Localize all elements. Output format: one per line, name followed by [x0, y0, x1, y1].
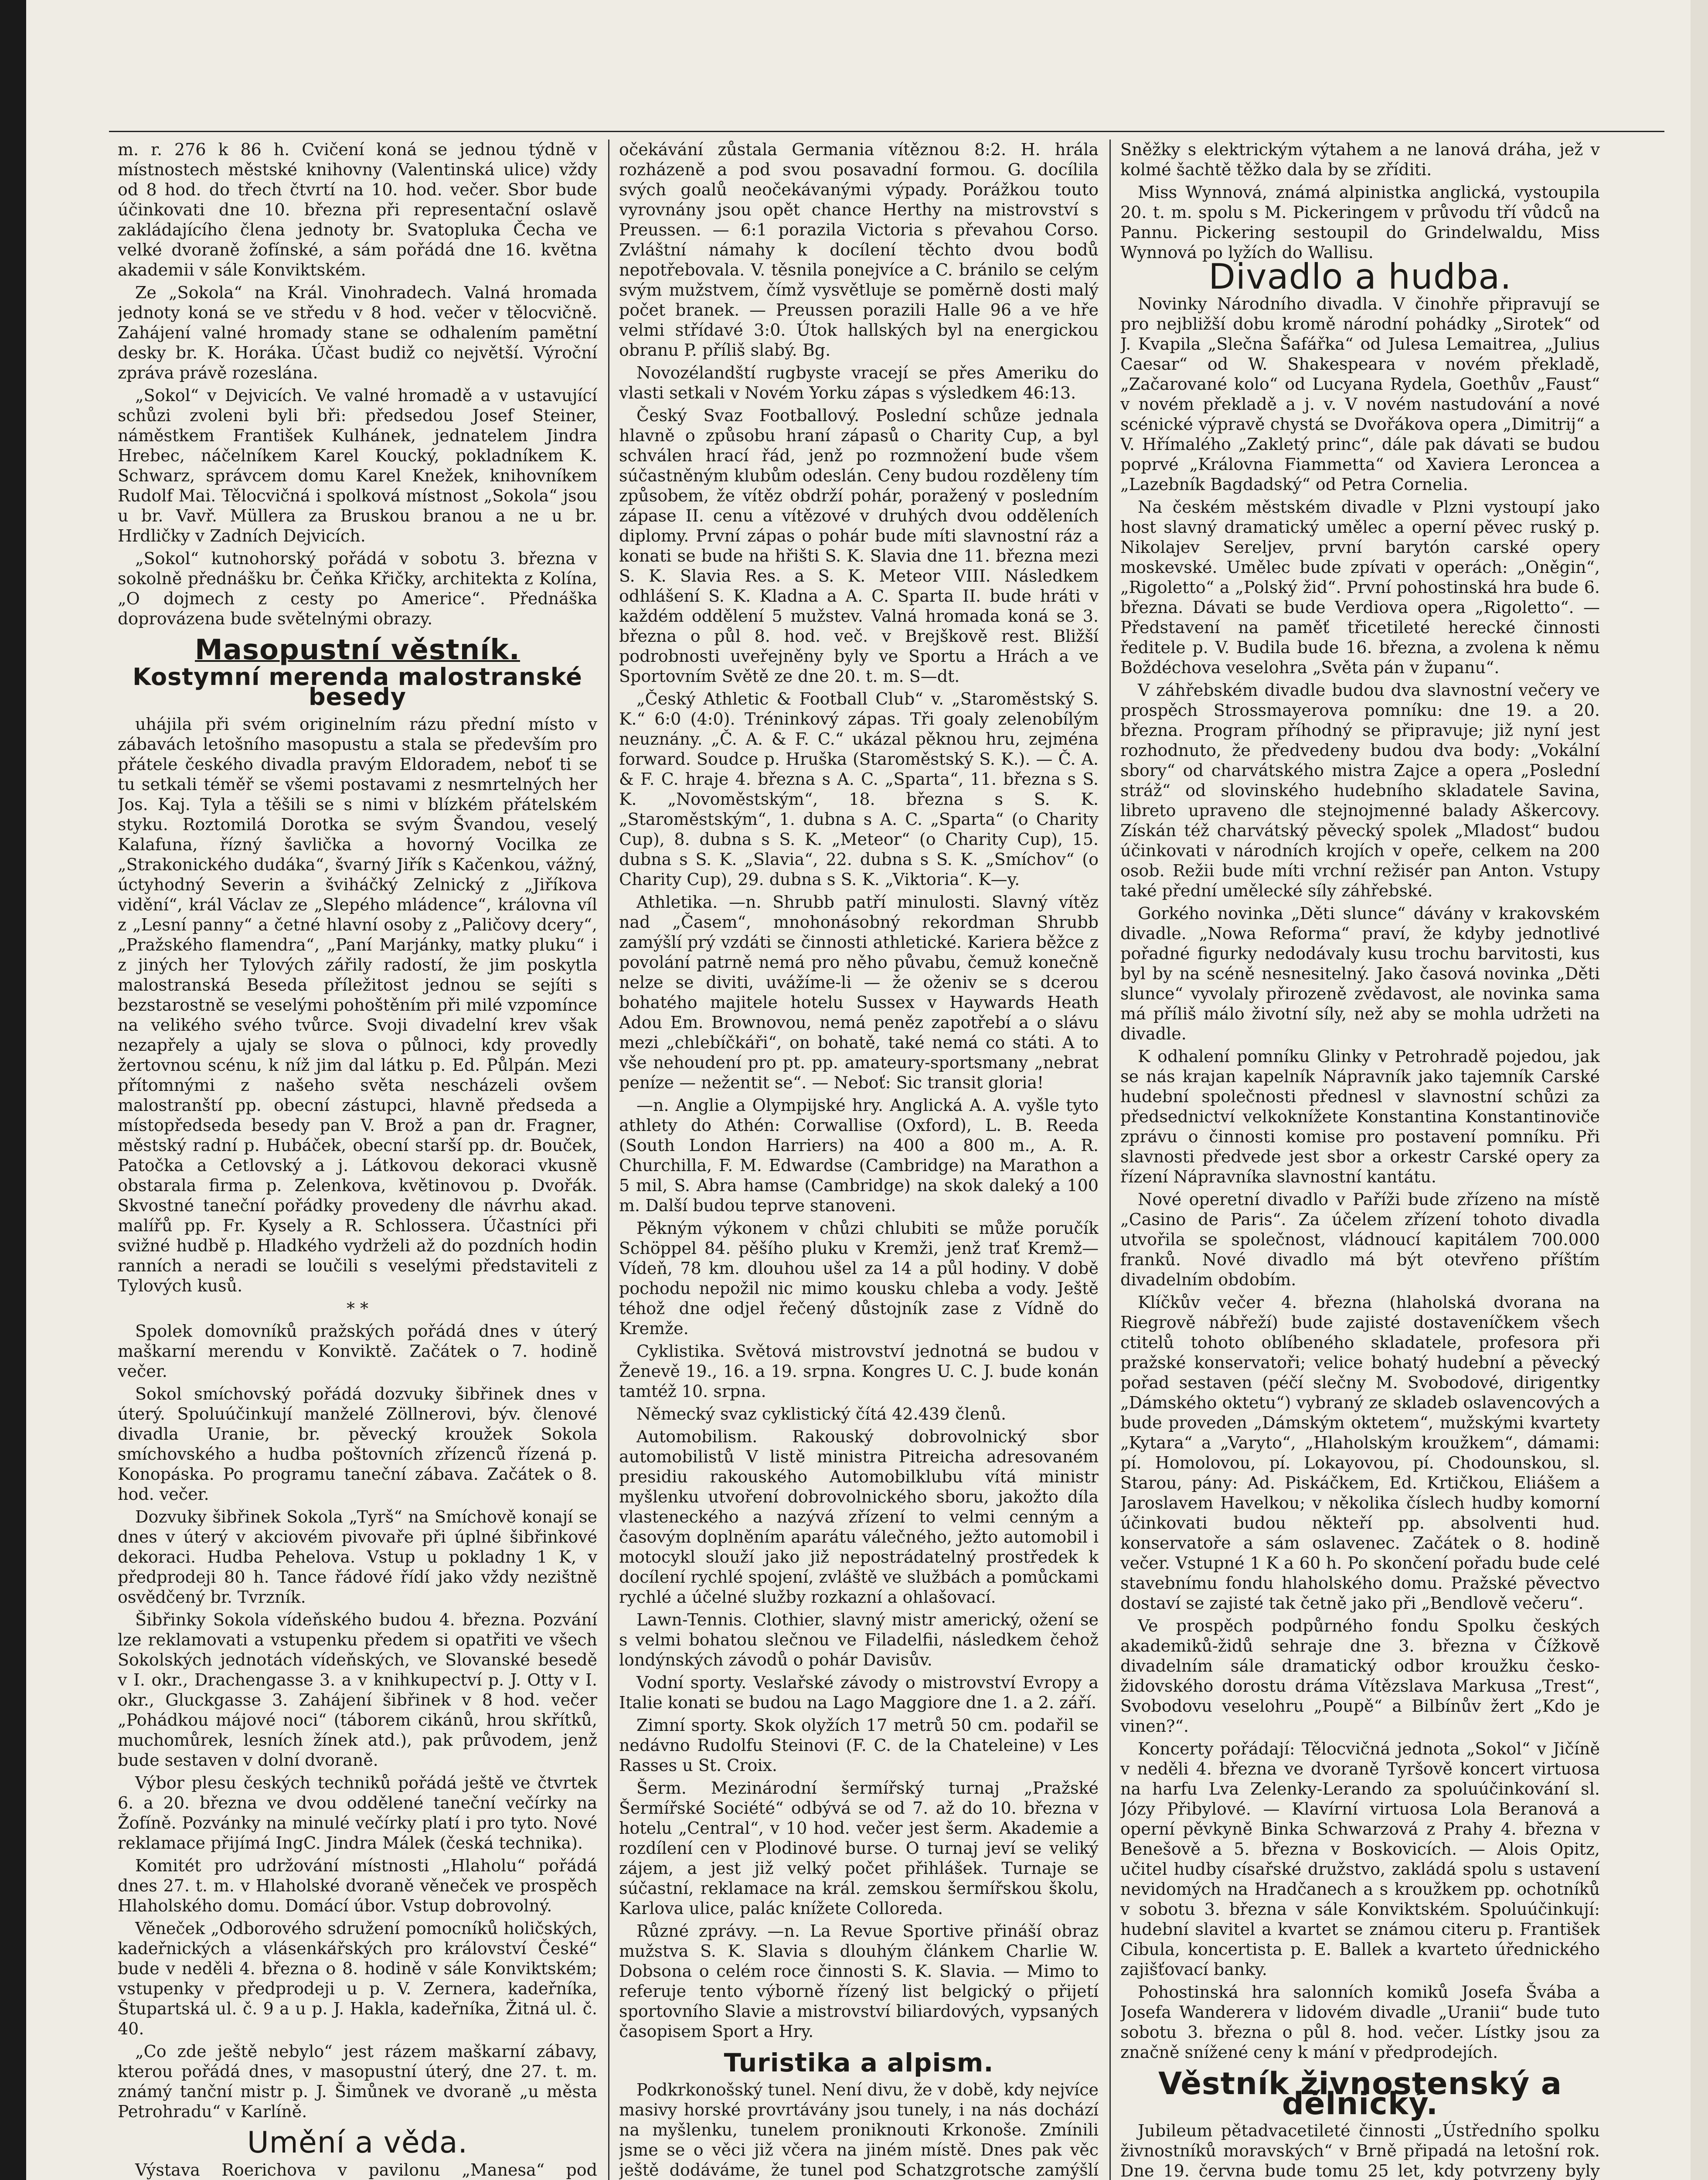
article-paragraph: „Sokol“ kutnohorský pořádá v sobotu 3. března v sokolně přednášku br. Čeňka Křičky, architekta z Kolína, „O dojmech z cesty po Americe“. Přednáška doprovázena bude světelnými obrazy.	[118, 549, 597, 628]
column-divider	[1109, 140, 1111, 2180]
article-paragraph: Vodní sporty. Veslařské závody o mistrovství Evropy a Italie konati se budou na Lago Maggiore dne 1. a 2. září.	[619, 1673, 1099, 1712]
article-paragraph: Ze „Sokola“ na Král. Vinohradech. Valná hromada jednoty koná se ve středu v 8 hod. večer v tělocvičně. Zahájení valné hromady stane se odhalením pamětní desky br. K. Horáka. Účast budiž co největší. Výroční zpráva právě rozeslána.	[118, 283, 597, 382]
article-paragraph: „Co zde ještě nebylo“ jest rázem maškarní zábavy, kterou pořádá dnes, v masopustní úterý, dne 27. t. m. známý tanční mistr p. J. Šimůnek ve dvoraně „u města Petrohradu“ v Karlíně.	[118, 2042, 597, 2121]
article-paragraph: Ve prospěch podpůrného fondu Spolku českých akademiků-židů sehraje dne 3. března v Čížkově divadelním sále dramatický odbor kroužku česko-židovského dorostu dráma Vítězslava Markusa „Trest“, Svobodovu veselohru „Poupě“ a Bilbínův žert „Kdo je vinen?“.	[1120, 1616, 1600, 1736]
article-paragraph: Zimní sporty. Skok olyžích 17 metrů 50 cm. podařil se nedávno Rudolfu Steinovi (F. C. de la Chateleine) v Les Rasses u St. Croix.	[619, 1716, 1099, 1775]
column-divider	[608, 140, 609, 2180]
article-paragraph: „Sokol“ v Dejvicích. Ve valné hromadě a v ustavující schůzi zvoleni byli bři: předsedou Josef Steiner, náměstkem František Kulhánek, jednatelem Jindra Hrebec, náčelníkem Karel Koucký, pokladníkem K. Schwarz, správcem domu Karel Knežek, knihovníkem Rudolf Mai. Tělocvičná i spolková místnost „Sokola“ jsou u br. Vavř. Müllera za Bruskou branou a ne u br. Hrdličky v Zadních Dejvicích.	[118, 386, 597, 545]
article-paragraph: Koncerty pořádají: Tělocvičná jednota „Sokol“ v Jičíně v neděli 4. března ve dvoraně Tyršově koncert virtuosa na harfu Lva Zelenky-Lerando za spoluúčinkování sl. Józy Přibylové. — Klavírní virtuosa Lola Beranová a operní pěvkyně Binka Schwarzová z Prahy 4. března v Benešově a 5. března v Boskovicích. — Alois Opitz, učitel hudby císařské družstvo, zakládá spolu s ustavení nevidomých na Hradčanech a s kroužkem pp. ochotníků v sobotu 3. března v sále Konviktském. Spoluúčinkují: hudební slavitel a kvartet se známou citeru p. František Cibula, koncertista p. E. Ballek a kvarteto úřednického zajišťovací banky.	[1120, 1739, 1600, 1979]
article-paragraph: Sněžky s elektrickým výtahem a ne lanová dráha, jež v kolmé šachtě těžko dala by se zříditi.	[1120, 140, 1600, 179]
article-paragraph: Lawn-Tennis. Clothier, slavný mistr americký, ožení se s velmi bohatou slečnou ve Filadelfii, následkem čehož londýnských závodů o pohár Davisův.	[619, 1610, 1099, 1669]
section-heading: Umění a věda.	[247, 2126, 468, 2160]
article-paragraph: Komitét pro udržování místnosti „Hlaholu“ pořádá dnes 27. t. m. v Hlaholské dvoraně věneček ve prospěch Hlaholského domu. Domácí úbor. Vstup dobrovolný.	[118, 1856, 597, 1915]
article-paragraph: Věneček „Odborového sdružení pomocníků holičských, kadeřnických a vlásenkářských pro království České“ bude v neděli 4. března o 8. hodině v sále Konviktském; vstupenky v předprodeji u p. V. Zernera, kadeřníka, Štupartská ul. č. 9 a u p. J. Hakla, kadeřníka, Žitná ul. č. 40.	[118, 1919, 597, 2038]
article-paragraph: Výbor plesu českých techniků pořádá ještě ve čtvrtek 6. a 20. března ve dvou oddělené taneční večírky na Žofíně. Pozvánky na minulé večírky platí i pro tyto. Nové reklamace přijímá IngC. Jindra Málek (česká technika).	[118, 1773, 597, 1853]
article-paragraph: Sokol smíchovský pořádá dozvuky šibřinek dnes v úterý. Spoluúčinkují manželé Zöllnerovi, býv. členové divadla Uranie, br. pěvecký kroužek Sokola smíchovského a hudba poštovních zřízenců řízená p. Konopáska. Po programu taneční zábava. Začátek o 8. hod. večer.	[118, 1384, 597, 1504]
article-paragraph: V záhřebském divadle budou dva slavnostní večery ve prospěch Strossmayerova pomníku: dne 19. a 20. března. Program příhodný se připravuje; již nyní jest rozhodnuto, že předvedeny budou dva body: „Vokální sbory“ od charvátského mistra Zajce a opera „Poslední stráž“ od slovinského hudebního skladatele Savina, libreto upraveno dle stejnojmenné balady Aškercovy. Získán též charvátský pěvecký spolek „Mladost“ budou účinkovati v národních krojích v opeře, celkem na 200 osob. Režii bude míti vrchní režisér pan Anton. Vstupy také přední umělecké síly záhřebské.	[1120, 681, 1600, 900]
article-paragraph: Klíčkův večer 4. března (hlaholská dvorana na Riegrově nábřeží) bude zajisté dostaveníčkem všech ctitelů tohoto oblíbeného skladatele, profesora při pražské konservatoři; velice bohatý hudební a pěvecký pořad sestaven (péčí slečny M. Svobodové, dirigentky „Dámského oktetu“) vybraný ze skladeb oslavencových a bude proveden „Dámským oktetem“, mužskými kvartety „Kytara“ a „Varyto“, „Hlaholským kroužkem“, dámami: pí. Homolovou, pí. Lokayovou, pí. Chodounskou, sl. Starou, pány: Ad. Piskáčkem, Ed. Krtičkou, Eliášem a Jaroslavem Havelkou; v několika číslech hudby komorní účinkovati budou někteří pp. absolventi hud. konservatoře a sám oslavenec. Začátek o 8. hodině večer. Vstupné 1 K a 60 h. Po skončení pořadu bude celé stavebnímu fondu hlaholského domu. Pražské pěvectvo dostaví se zajisté tak četně jako při „Bendlově večeru“.	[1120, 1293, 1600, 1613]
section-heading: Turistika a alpism.	[724, 2048, 994, 2078]
article-paragraph: Miss Wynnová, známá alpinistka anglická, vystoupila 20. t. m. spolu s M. Pickeringem v průvodu tří vůdců na Pannu. Pickering sestoupil do Grindelwaldu, Miss Wynnová po lyžích do Wallisu.	[1120, 183, 1600, 262]
article-paragraph: očekávání zůstala Germania vítěznou 8:2. H. hrála rozházeně a pod svou posavadní formou. G. docílila svých goalů neočekávanými výpady. Porážkou touto vyrovnány jsou opět chance Herthy na mistrovství s Preussen. — 6:1 porazila Victoria s převahou Corso. Zvláštní námahy k docílení těchto dvou bodů nepotřebovala. V. těsnila ponejvíce a C. bránilo se celým svým mužstvem, čímž vysvětluje se poměrně dosti malý počet branek. — Preussen porazili Halle 96 a ve hře velmi střídavé 3:0. Útok hallských byl na energickou obranu P. příliš slabý. Bg.	[619, 140, 1099, 360]
section-heading: Divadlo a hudba.	[1208, 256, 1512, 297]
article-paragraph: Německý svaz cyklistický čítá 42.439 členů.	[636, 1404, 1007, 1424]
article-paragraph: Nové operetní divadlo v Paříži bude zřízeno na místě „Casino de Paris“. Za účelem zřízení tohoto divadla utvořila se společnost, vládnoucí kapitálem 700.000 franků. Nové divadlo má být otevřeno příštím divadelním obdobím.	[1120, 1190, 1600, 1289]
article-paragraph: Jubileum pětadvacetileté činnosti „Ústředního spolku živnostníků moravských“ v Brně připadá na letošní rok. Dne 19. června bude tomu 25 let, kdy potvrzeny byly	[1120, 2121, 1600, 2180]
article-paragraph: Šerm. Mezinárodní šermířský turnaj „Pražské Šermířské Société“ odbývá se od 7. až do 10. března v hotelu „Central“, v 10 hod. večer jest šerm. Akademie a rozdílení cen v Plodinové burse. O turnaj jeví se veliký zájem, a jest již velký počet přihlášek. Turnaje se súčastní, reklamace na král. zemskou šermířskou školu, Karlova ulice, palác knížete Colloreda.	[619, 1778, 1099, 1918]
separator-stars: * *	[346, 1299, 369, 1318]
article-paragraph: Různé zprávy. —n. La Revue Sportive přináší obraz mužstva S. K. Slavia s dlouhým článkem Charlie W. Dobsona o celém roce činnosti S. K. Slavia. — Mimo to referuje tento výborně řízený list belgický o přijetí sportovního Slavie a mistrovství biliardových, vypsaných časopisem Sport a Hry.	[619, 1921, 1099, 2041]
top-rule	[109, 131, 1664, 132]
column-1	[118, 140, 597, 2180]
article-paragraph: Spolek domovníků pražských pořádá dnes v úterý maškarní merendu v Konviktě. Začátek o 7. hodině večer.	[118, 1322, 597, 1381]
article-paragraph: Athletika. —n. Shrubb patří minulosti. Slavný vítěz nad „Časem“, mnohonásobný rekordman Shrubb zamýšlí prý vzdáti se činnosti athletické. Kariera běžce z povolání patrně nemá pro něho půvabu, čemuž konečně nelze se diviti, uvážíme-li — že oženiv se s dcerou bohatého majitele hotelu Sussex v Haywards Heath Adou Em. Brownovou, nemá peněz zapotřebí a o slávu mezi „chlebíčkáři“, on bohatě, také nemá co státi. A to vše nehoudení pro pt. pp. amateury-sportsmany „nebrat peníze — nežentit se“. — Neboť: Sic transit gloria!	[619, 892, 1099, 1092]
article-paragraph: Na českém městském divadle v Plzni vystoupí jako host slavný dramatický umělec a operní pěvec ruský p. Nikolajev Sereljev, první barytón carské opery moskevské. Umělec bude zpívati v operách: „Oněgin“, „Rigoletto“ a „Polský žid“. První pohostinská hra bude 6. března. Dávati se bude Verdiova opera „Rigoletto“. — Představení na paměť třicetileté herecké činnosti ředitele p. V. Budila bude 16. března, a zvolena k němu Boždéchova veselohra „Světa pán v županu“.	[1120, 497, 1600, 677]
article-paragraph: Automobilism. Rakouský dobrovolnický sbor automobilistů V listě ministra Pitreicha adresovaném presidiu rakouského Automobilklubu vítá ministr myšlenku utvoření dobrovolnického sboru, jakožto díla vlasteneckého a nazývá zřízení to velmi cenným a časovým doplněním aparátu válečného, ježto automobil i motocykl slouží jako již nepostrádatelný prostředek k docílení rychlé spojení, zvláště ve službách a pomůckami rychlé a účelné služby rozkazní a ohlašovací.	[619, 1427, 1099, 1607]
scan-edge-left	[0, 0, 26, 2180]
article-paragraph: Gorkého novinka „Děti slunce“ dávány v krakovském divadle. „Nowa Reforma“ praví, že kdyby jednotlivé pořadné figurky nedodávaly kusu trochu barvitosti, kus byl by na scéně nesnesitelný. Jako časová novinka „Děti slunce“ vyvolaly přirozeně zvědavost, ale novinka sama má příliš málo životní síly, než aby se mohla udržeti na divadle.	[1120, 904, 1600, 1043]
section-heading: Kostymní merenda malostranské besedy	[133, 663, 582, 711]
article-paragraph: Dozvuky šibřinek Sokola „Tyrš“ na Smíchově konají se dnes v úterý v akciovém pivovaře při úplné šibřinkové dekoraci. Hudba Pehelova. Vstup u pokladny 1 K, v předprodeji 80 h. Tance řádové řídí jako vždy nezištně osvědčený br. Tvrzník.	[118, 1507, 597, 1607]
article-paragraph: —n. Anglie a Olympijské hry. Anglická A. A. vyšle tyto athlety do Athén: Corwallise (Oxford), L. B. Reeda (South London Harriers) na 400 a 800 m., A. R. Churchilla, F. M. Edwardse (Cambridge) na Marathon a 5 mil, S. Abra hamse (Cambridge) na skok daleký a 100 m. Další budou teprve stanoveni.	[619, 1096, 1099, 1215]
article-paragraph: Výstava Roerichova v pavilonu „Manesa“ pod	[135, 2160, 597, 2180]
article-paragraph: Cyklistika. Světová mistrovství jednotná se budou v Ženevě 19., 16. a 19. srpna. Kongres U. C. J. bude konán tamtéž 10. srpna.	[619, 1342, 1099, 1401]
column-2	[619, 140, 1099, 2180]
article-paragraph: Novozélandští rugbyste vracejí se přes Ameriku do vlasti setkali v Novém Yorku zápas s výsledkem 46:13.	[619, 363, 1099, 402]
scan-edge-right	[1691, 0, 1708, 2180]
section-heading: Masopustní věstník.	[195, 634, 520, 666]
article-paragraph: „Český Athletic & Football Club“ v. „Staroměstský S. K.“ 6:0 (4:0). Tréninkový zápas. Tři goaly zelenobílým neuznány. „Č. A. & F. C.“ ukázal pěknou hru, zejména forward. Soudce p. Hruška (Staroměstský S. K.). — Č. A. & F. C. hraje 4. března s A. C. „Sparta“, 11. března s S. K. „Novoměstským“, 18. března s S. K. „Staroměstským“, 1. dubna s A. C. „Sparta“ (o Charity Cup), 8. dubna s S. K. „Meteor“ (o Charity Cup), 15. dubna s S. K. „Slavia“, 22. dubna s S. K. „Smíchov“ (o Charity Cup), 29. dubna s S. K. „Viktoria“. K—y.	[619, 689, 1099, 889]
article-paragraph: Šibřinky Sokola vídeňského budou 4. března. Pozvání lze reklamovati a vstupenku předem si opatřiti ve všech Sokolských jednotách vídeňských, ve Slovanské besedě v I. okr., Drachengasse 3. a v knihkupectví p. J. Otty v I. okr., Gluckgasse 3. Zahájení šibřinek v 8 hod. večer „Pohádkou májové noci“ (táborem cikánů, hrou skřítků, muchomůrek, lesních žínek atd.), pak průvodem, jenž bude sestaven v dolní dvoraně.	[118, 1610, 597, 1770]
column-3	[1120, 140, 1600, 2180]
article-paragraph: Pěkným výkonem v chůzi chlubiti se může poručík Schöppel 84. pěšího pluku v Kremži, jenž trať Kremž—Vídeň, 78 km. dlouhou ušel za 14 a půl hodiny. V době pochodu nepožil nic mimo kousku chleba a vody. Ještě téhož dne odjel řečený důstojník zase z Vídně do Kremže.	[619, 1219, 1099, 1338]
article-paragraph: K odhalení pomníku Glinky v Petrohradě pojedou, jak se nás krajan kapelník Nápravník jako tajemník Carské hudební společnosti přednesl v slavnostní schůzi za předsednictví velkoknížete Konstantina Konstantinoviče zprávu o činnosti komise pro postavení pomníku. Při slavnosti předvede jest sbor a orkestr Carské opery za řízení Nápravníka slavnostní kantátu.	[1120, 1047, 1600, 1186]
article-paragraph: Český Svaz Footballový. Poslední schůze jednala hlavně o způsobu hraní zápasů o Charity Cup, a byl schválen hrací řád, jenž po rozmnožení bude všem súčastněným klubům odeslán. Ceny budou rozděleny tím způsobem, že vítěz obdrží pohár, poražený v posledním zápase II. cenu a vítězové v druhých dvou odděleních diplomy. První zápas o pohár bude míti slavnostní ráz a konati se bude na hřišti S. K. Slavia dne 11. března mezi S. K. Slavia Res. a S. K. Meteor VIII. Následkem odhlášení S. K. Kladna a A. C. Sparta II. bude hráti v každém oddělení 5 mužstev. Valná hromada koná se 3. března o půl 8. hod. več. v Brejškově rest. Bližší podrobnosti uveřejněny byly ve Sportu a Hrách a ve Sportovním Světě ze dne 20. t. m. S—dt.	[619, 406, 1099, 686]
section-heading: Věstník živnostenský a dělnický.	[1158, 2066, 1562, 2122]
article-paragraph: uhájila při svém originelním rázu přední místo v zábavách letošního masopustu a stala se především pro přátele českého divadla pravým Eldoradem, neboť ti se tu setkali téměř se všemi postavami z nesmrtelných her Jos. Kaj. Tyla a těšili se s nimi v blízkém přátelském styku. Roztomilá Dorotka se svým Švandou, veselý Kalafuna, řízný šavlička a hovorný Vocilka ze „Strakonického dudáka“, švarný Jiřík s Kačenkou, vážný, úctyhodný Severin a šviháčký Zelnický z „Jiříkova vidění“, král Václav ze „Slepého mládence“, královna víl z „Lesní panny“ a četné hlavní osoby z „Paličovy dcery“, „Pražského flamendra“, „Paní Marjánky, matky pluku“ i z jiných her Tylových zářily radostí, že jim poskytla malostranská Beseda příležitost jednou se sejíti s bezstarostně se veselými pohoštěním při milé vzpomínce na velikého svého tvůrce. Svoji divadelní krev však nezapřely a ujaly se slova o půlnoci, kdy provedly žertovnou scénu, k níž jim dal látku p. Ed. Půlpán. Mezi přítomnými z našeho světa nescházeli ovšem malostranští pp. obecní zástupci, hlavně předseda a místopředseda besedy pan V. Brož a pan dr. Fragner, městský radní p. Hubáček, obecní starší pp. dr. Bouček, Patočka a Cetlovský a j. Látkovou dekoraci vkusně obstarala firma p. Zelenkova, květinovou p. Dvořák. Skvostné taneční pořádky provedeny dle návrhu akad. malířů pp. Fr. Kysely a R. Schlossera. Účastníci při svižné hudbě p. Hladkého vydrželi až do pozdních hodin ranních a neradi se loučili s veselými představiteli z Tylových kusů.	[118, 715, 597, 1295]
article-paragraph: Pohostinská hra salonních komiků Josefa Švába a Josefa Wanderera v lidovém divadle „Uranii“ bude tuto sobotu 3. března o půl 8. hod. večer. Lístky jsou za značně snížené ceny k mání v předprodejích.	[1120, 1982, 1600, 2062]
article-paragraph: Podkrkonošský tunel. Není divu, že v době, kdy nejvíce masivy horské provrtávány jsou tunely, i na nás dochází na myšlenku, tunelem proniknouti Krkonoše. Zmínili jsme se o věci již včera na jiném místě. Dnes pak věc ještě dodáváme, že tunel pod Schatzgrotsche zamýšlí	[619, 2080, 1099, 2180]
article-paragraph: m. r. 276 k 86 h. Cvičení koná se jednou týdně v místnostech městské knihovny (Valentinská ulice) vždy od 8 hod. do třech čtvrtí na 10. hod. večer. Sbor bude účinkovati dne 10. března při representační oslavě zakládajícího člena jednoty br. Svatopluka Čecha ve velké dvoraně žofínské, a sám pořádá dne 16. května akademii v sále Konviktském.	[118, 140, 597, 279]
article-paragraph: Novinky Národního divadla. V činohře připravují se pro nejbližší dobu kromě národní pohádky „Sirotek“ od J. Kvapila „Slečna Šafářka“ od Julesa Lemaitrea, „Julius Caesar“ od W. Shakespeara v novém překladě, „Začarované kolo“ od Lucyana Rydela, Goethův „Faust“ v novém překladě a j. v. V novém nastudování a nové scénické výpravě chystá se Dvořákova opera „Dimitrij“ a V. Hřímalého „Zakletý princ“, dále pak dávati se budou poprvé „Královna Fiammetta“ od Xaviera Leroncea a „Lazebník Bagdadský“ od Petra Cornelia.	[1120, 294, 1600, 494]
